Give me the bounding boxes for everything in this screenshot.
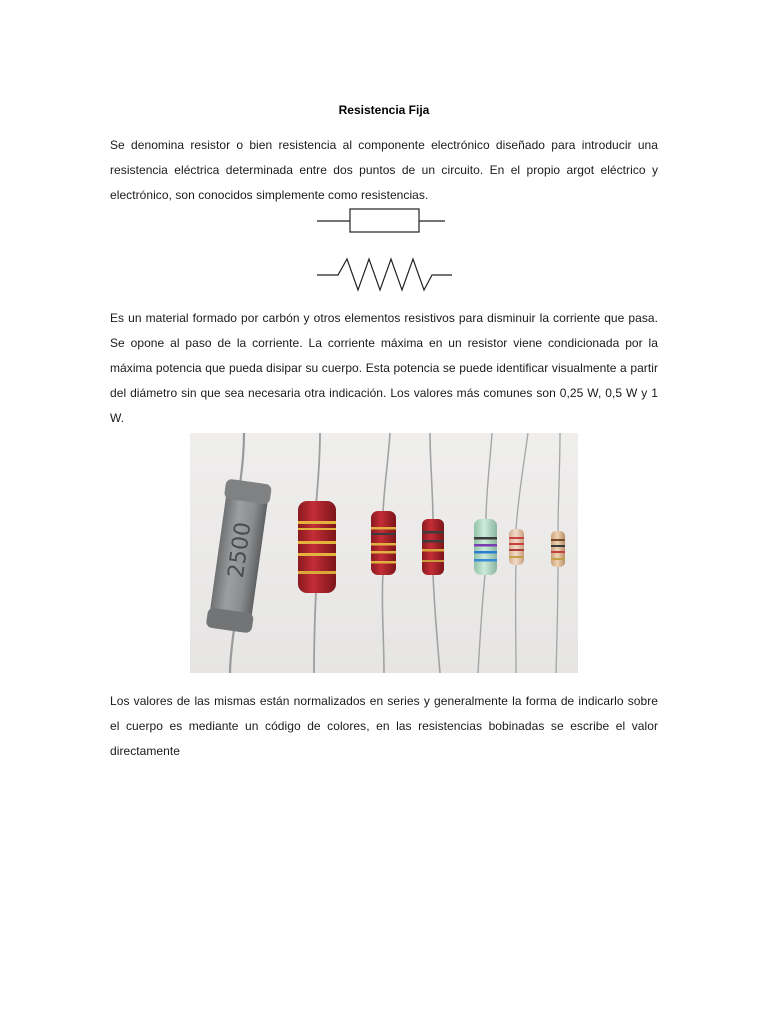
- resistor-symbols-svg: [110, 208, 658, 306]
- rectangle-resistor-symbol: [317, 209, 445, 232]
- zigzag-resistor-symbol: [317, 259, 452, 290]
- document-title: Resistencia Fija: [338, 103, 430, 117]
- paragraph-intro: Se denomina resistor o bien resistencia al componente electrónico diseñado para introducir una resistencia eléctrica determinada entre dos puntos de un circuito. En el propio argot eléctrico y electrónico, son conocidos simplemente como resistencias.: [110, 138, 658, 202]
- paragraph-values: Los valores de las mismas están normalizados en series y generalmente la forma de indicarlo sobre el cuerpo es mediante un código de colores, en las resistencias bobinadas se escribe el valor directamente: [110, 694, 658, 758]
- resistor-symbols: [110, 208, 658, 306]
- resistor-marking-text: 2500: [223, 520, 257, 580]
- document-page: [110, 100, 658, 764]
- paragraph-material: Es un material formado por carbón y otros elementos resistivos para disminuir la corriente que pasa. Se opone al paso de la corriente. La corriente máxima en un resistor viene condicionada por la máxima potencia que pueda disipar su cuerpo. Esta potencia se puede identificar visualmente a partir del diámetro sin que sea necesaria otra indicación. Los valores más comunes son 0,25 W, 0,5 W y 1 W.: [110, 311, 658, 425]
- resistors-photo: [190, 433, 578, 673]
- resistor-photo-container: [110, 433, 658, 673]
